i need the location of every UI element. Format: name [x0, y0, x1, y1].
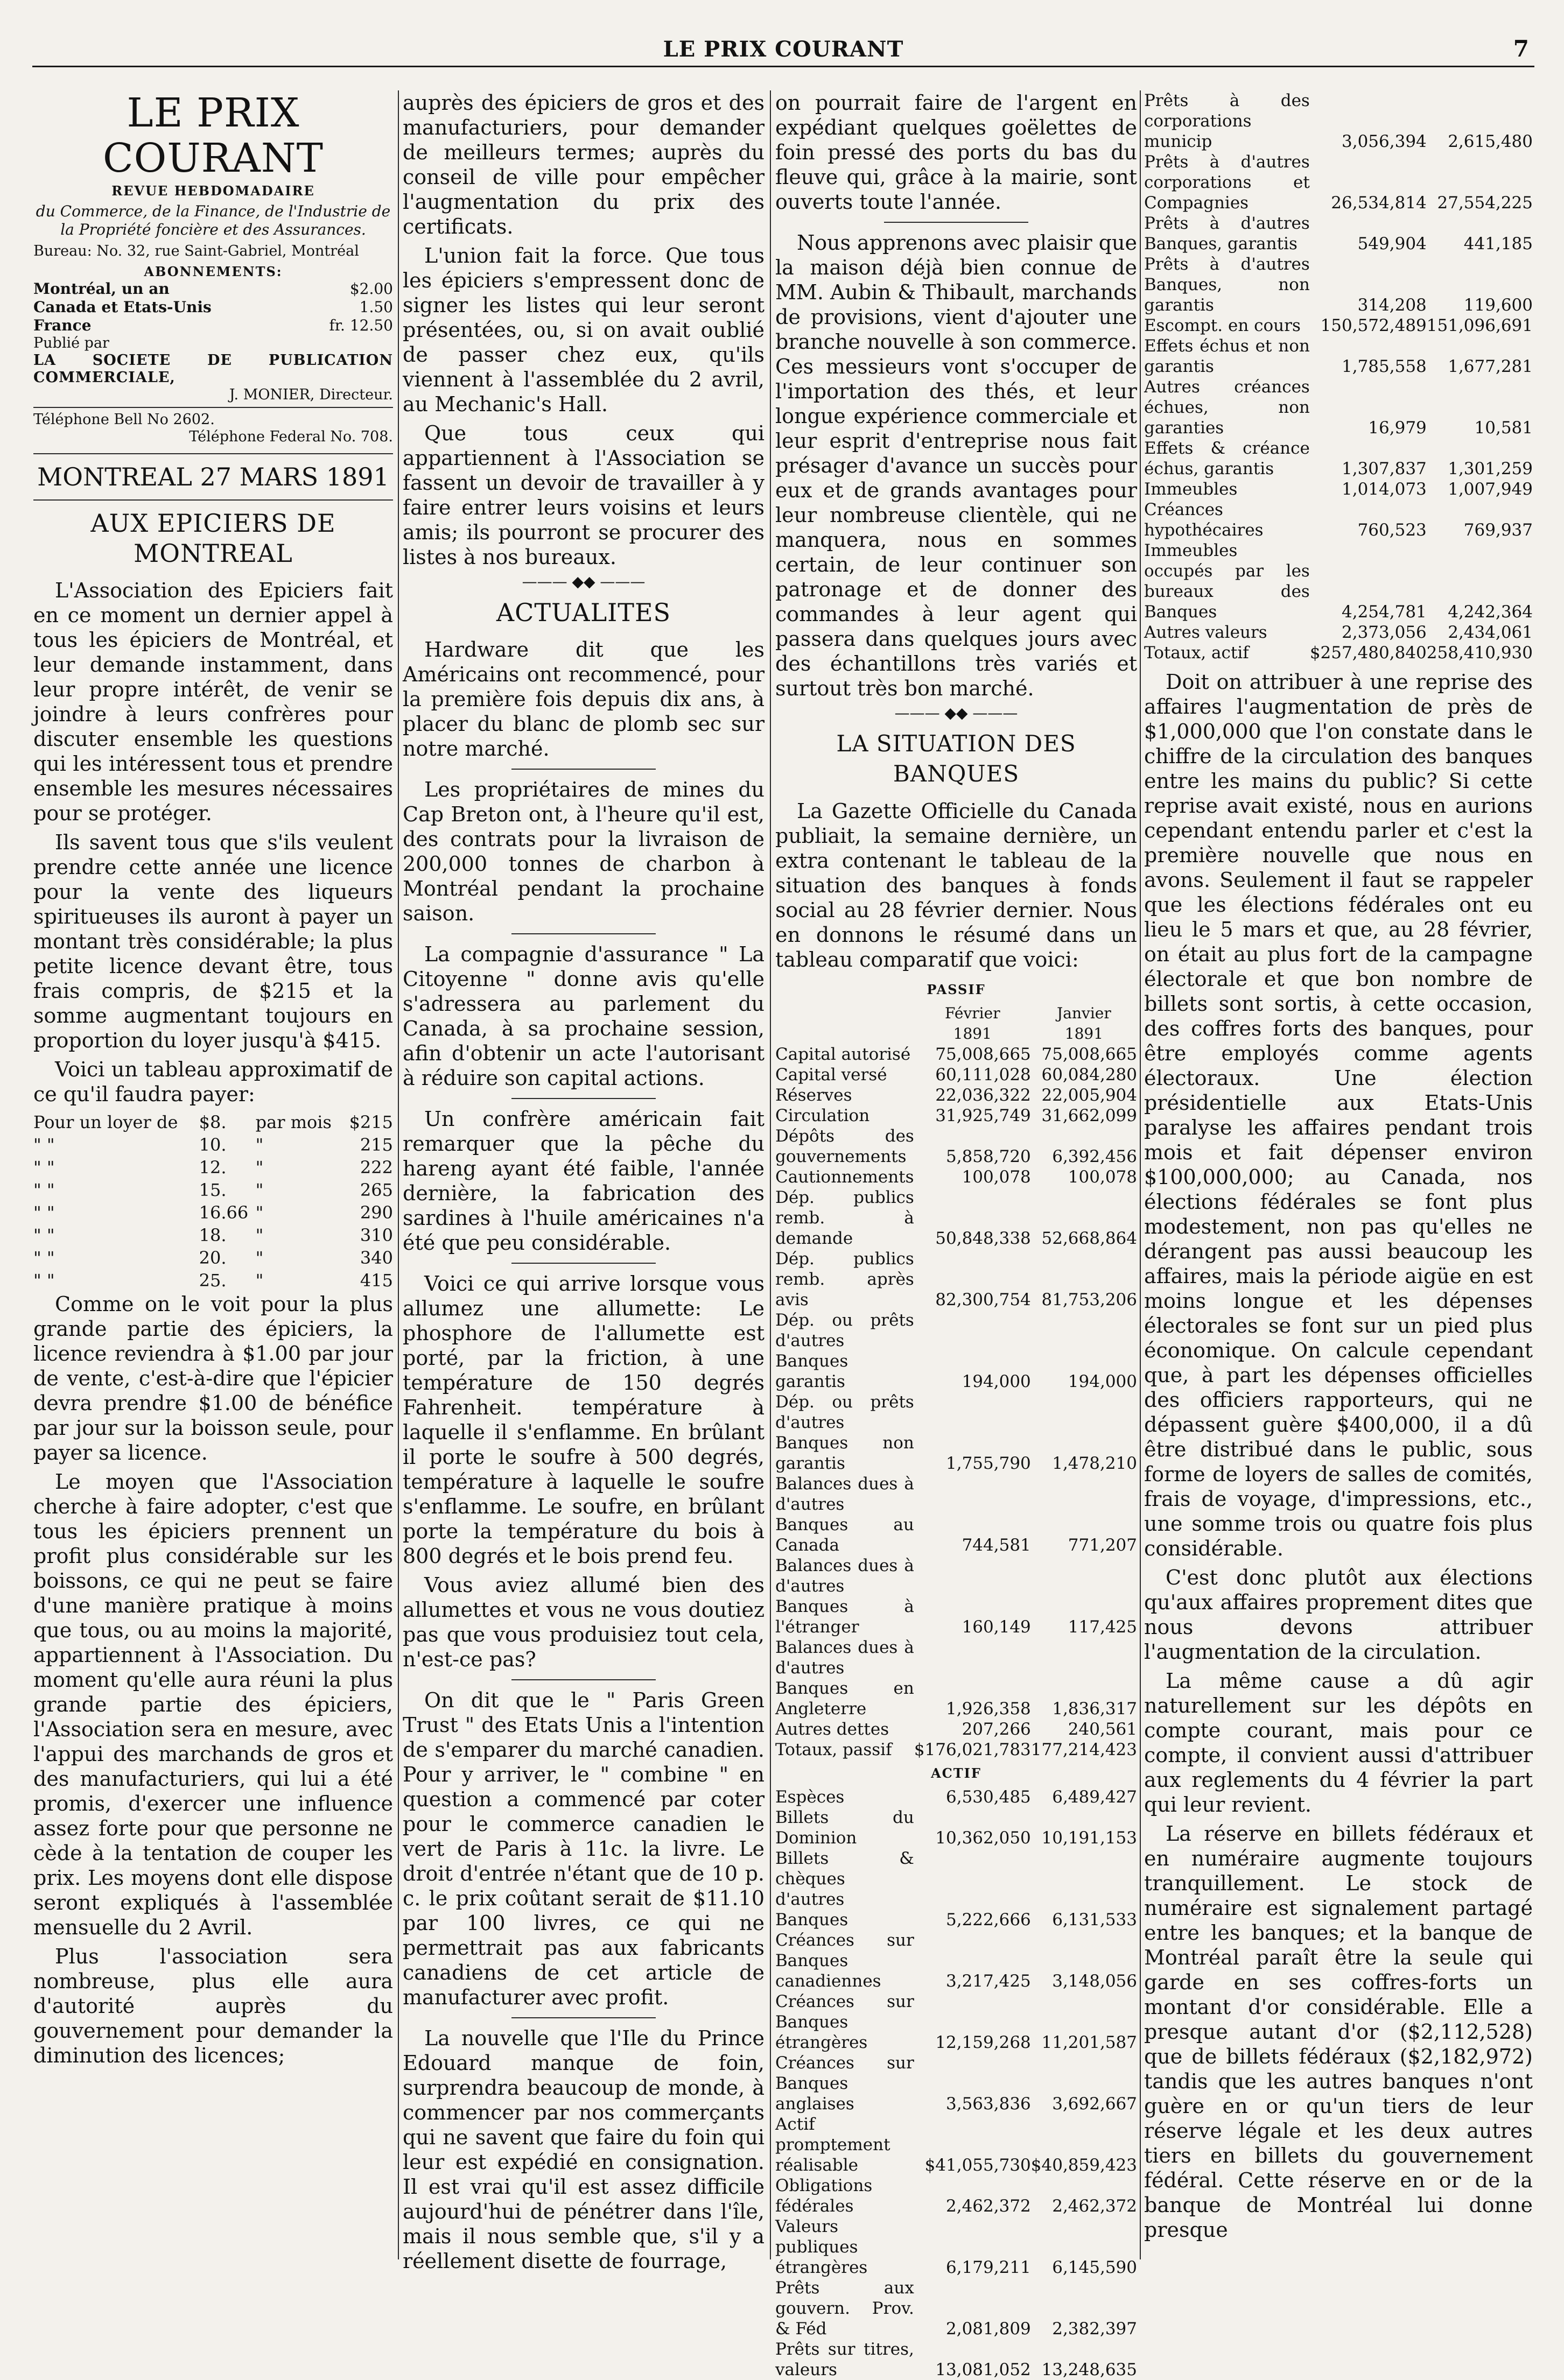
- value-cell: 6,392,456: [1052, 1147, 1137, 1166]
- article-heading: ACTUALITES: [496, 598, 671, 627]
- column-header: Janvier: [1057, 1004, 1111, 1022]
- value-cell: 2,462,372: [946, 2196, 1031, 2216]
- value-cell: 1,301,259: [1448, 459, 1533, 478]
- value-cell: 3,148,056: [1052, 1971, 1137, 1991]
- value-cell: $257,480,840: [1309, 643, 1427, 663]
- value-cell: 771,207: [1068, 1536, 1137, 1555]
- table-row: [775, 1310, 1137, 1392]
- table-cell: ": [255, 1157, 264, 1178]
- paragraph: La même cause a dû agir naturellement sur les dépôts en compte courant, mais pour ce compte, il convient aussi d'attribuer aux reglements du 4 février la part qui leur revient.: [1144, 1669, 1533, 1816]
- value-cell: 2,615,480: [1448, 132, 1533, 151]
- table-body: [1144, 90, 1533, 663]
- table-row: [33, 1156, 393, 1179]
- table-row: [775, 1126, 1137, 1167]
- table-row: [1144, 152, 1533, 213]
- value-cell: 441,185: [1463, 234, 1533, 254]
- row-label: Espèces: [775, 1787, 845, 1807]
- bank-table-passif: [775, 976, 1137, 2380]
- table-row: [775, 1187, 1137, 1249]
- paragraph: Plus l'association sera nombreuse, plus elle aura d'autorité auprès du gouvernement pour demander la diminution des licences;: [33, 1945, 393, 2067]
- article-heading: AUX EPICIERS DE MONTREAL: [90, 509, 336, 568]
- table-row: [1144, 643, 1533, 663]
- row-label: Réserves: [775, 1086, 852, 1105]
- paragraph: Voici ce qui arrive lorsque vous allumez une allumette: Le phosphore de l'allumette est porté, par la friction, à une température de 150 degrés Fahrenheit. température à laquelle il s'enflamme. En brûlant il porte le soufre à 500 degrés, température à laquelle le soufre s'enflamme. Le soufre, en brûlant porte la température du bois à 800 degrés et le bois prend feu.: [403, 1272, 765, 1568]
- value-cell: 81,753,206: [1041, 1290, 1137, 1309]
- table-row: [33, 1133, 393, 1156]
- paragraph: Doit on attribuer à une reprise des affaires l'augmentation de près de $1,000,000 que l'on constate dans le chiffre de la circulation des banques entre les mains du public? Si cette reprise avait existé, nous en aurions cependant entendu parler et c'est la première nouvelle que nous en avons. Seulement il faut se rappeler que les élections fédérales ont eu lieu le 5 mars et que, au 28 février, on était au plus fort de la campagne électorale et que bon nombre de billets sont sortis, à cette occasion, des coffres forts des banques, pour être employés comme agents électoraux. Une élection présidentielle aux Etats-Unis paralyse les affaires pendant trois mois et fait dépenser environ $100,000,000; au Canada, nos élections fédérales se font plus modestement, non pas qu'elles ne dérangent pas aussi beaucoup les affaires, mais la période aigüe en est moins longue et les dépenses électorales se font sur un pied plus économique. On calcule cependant que, à part les dépenses officielles des officiers rapporteurs, qui ne dépassent guère $400,000, il a dû être distribué dans le public, sous forme de loyers de salles de comités, frais de voyage, d'impressions, etc., une somme trois ou quatre fois plus considérable.: [1144, 670, 1533, 1560]
- table-cell: ": [255, 1270, 264, 1291]
- row-label: Prêts à d'autres Banques, non garantis: [1144, 255, 1310, 315]
- divider: [33, 407, 393, 408]
- table-cell: 310: [360, 1225, 393, 1245]
- table-cell: 10.: [199, 1135, 227, 1155]
- value-cell: 194,000: [1068, 1372, 1137, 1391]
- paragraph: La compagnie d'assurance " La Citoyenne " donne avis qu'elle s'adressera au parlement du Canada, à sa prochaine session, afin d'obtenir un acte l'autorisant à réduire son capital actions.: [403, 942, 765, 1090]
- value-cell: 769,937: [1463, 520, 1533, 540]
- value-cell: 6,179,211: [946, 2258, 1031, 2277]
- row-label: Prêts aux gouvern. Prov. & Féd: [775, 2278, 914, 2339]
- value-cell: 1,677,281: [1448, 357, 1533, 376]
- row-label: Prêts sur titres, valeurs: [775, 2340, 914, 2379]
- row-label: Effets & créance échus, garantis: [1144, 439, 1310, 478]
- table-row: [775, 1085, 1137, 1105]
- table-cell: 25.: [199, 1270, 227, 1291]
- table-row: [775, 1787, 1137, 1807]
- table-row: [33, 1269, 393, 1292]
- subscription-label: Canada et Etats-Unis: [33, 298, 212, 316]
- table-row: [775, 1807, 1137, 1848]
- table-row: [33, 1179, 393, 1201]
- value-cell: 75,008,665: [1041, 1045, 1137, 1064]
- subscription-row: [33, 298, 393, 316]
- table-cell: Pour un loyer de: [33, 1112, 178, 1132]
- row-label: Dépôts des gouvernements: [775, 1126, 914, 1166]
- table-row: [1144, 90, 1533, 152]
- table-cell: " ": [33, 1225, 55, 1245]
- column-header: 1891: [953, 1025, 992, 1043]
- licence-table: [33, 1111, 393, 1292]
- value-cell: $40,859,423: [1030, 2156, 1137, 2175]
- table-cell: par mois: [255, 1112, 332, 1132]
- value-cell: 10,362,050: [935, 1828, 1031, 1848]
- table-row: [775, 1249, 1137, 1310]
- value-cell: 1,755,790: [946, 1454, 1031, 1473]
- value-cell: 3,563,836: [946, 2094, 1031, 2114]
- article-heading: LA SITUATION DES BANQUES: [836, 730, 1076, 787]
- value-cell: 150,572,489: [1320, 316, 1427, 335]
- divider: [33, 499, 393, 501]
- paragraph: Comme on le voit pour la plus grande partie des épiciers, la licence reviendra à $1.00 par jour de vente, c'est-à-dire que l'épicier devra prendre $1.00 de bénéfice par jour sur la boisson seule, pour payer sa licence.: [33, 1292, 393, 1464]
- table-cell: $8.: [199, 1112, 227, 1132]
- row-label: Dép. publics remb. à demande: [775, 1188, 914, 1248]
- table-body: [775, 1044, 1137, 1760]
- row-label: Billets du Dominion: [775, 1808, 914, 1848]
- value-cell: 6,131,533: [1052, 1910, 1137, 1930]
- paragraph: Vous aviez allumé bien des allumettes et vous ne vous doutiez pas que vous produisiez tout cela, n'est-ce pas?: [403, 1573, 765, 1671]
- table-row: [775, 1848, 1137, 1930]
- column-rule: [1140, 90, 1141, 2259]
- value-cell: $41,055,730: [924, 2156, 1031, 2175]
- value-cell: 1,785,558: [1342, 357, 1427, 376]
- table-cell: 340: [360, 1248, 393, 1268]
- table-row: [1144, 377, 1533, 438]
- table-cell: ": [255, 1202, 264, 1223]
- value-cell: 3,217,425: [946, 1971, 1031, 1991]
- paragraph: C'est donc plutôt aux élections qu'aux affaires proprement dites que nous devons attribuer l'augmentation de la circulation.: [1144, 1566, 1533, 1664]
- table-row: [775, 1105, 1137, 1126]
- paragraph: Nous apprenons avec plaisir que la maison déjà bien connue de MM. Aubin & Thibault, marchands de provisions, vient d'ajouter une branche nouvelle à son commerce. Ces messieurs vont s'occuper de l'importation des thés, et leur longue expérience commerciale et leur esprit d'entreprise nous fait présager d'avance un succès pour eux et de grands avantages pour leur nombreuse clientèle, qui ne manquera, nous en sommes certain, de leur continuer son patronage et de donner des commandes à leur agent qui passera dans quelques jours avec des échantillons très variés et surtout très bon marché.: [775, 231, 1137, 700]
- value-cell: 31,925,749: [935, 1106, 1031, 1125]
- value-cell: 100,078: [1068, 1167, 1137, 1187]
- value-cell: 160,149: [962, 1617, 1031, 1637]
- table-row: [775, 1991, 1137, 2053]
- value-cell: 314,208: [1357, 295, 1427, 315]
- column-2: [403, 90, 765, 2273]
- table-header-row: [775, 1024, 1137, 1044]
- row-label: Balances dues à d'autres Banques au Canada: [775, 1474, 914, 1555]
- value-cell: 13,081,052: [935, 2360, 1031, 2379]
- row-label: Créances sur Banques canadiennes: [775, 1931, 914, 1991]
- table-cell: 15.: [199, 1180, 227, 1200]
- value-cell: 60,084,280: [1041, 1065, 1137, 1085]
- value-cell: 82,300,754: [935, 1290, 1031, 1309]
- subscription-label: France: [33, 316, 92, 334]
- value-cell: 12,159,268: [935, 2033, 1031, 2052]
- table-cell: 290: [360, 1202, 393, 1223]
- telephone-bell: Téléphone Bell No 2602.: [33, 411, 215, 428]
- value-cell: 10,581: [1474, 418, 1533, 438]
- paragraph: Que tous ceux qui appartiennent à l'Association se fassent un devoir de travailler à y faire entrer leurs voisins et leurs amis; ils pourront se procurer des listes à nos bureaux.: [403, 421, 765, 569]
- value-cell: 151,096,691: [1426, 316, 1533, 335]
- paragraph: auprès des épiciers de gros et des manufacturiers, pour demander de meilleurs termes; auprès du conseil de ville pour empêcher l'augmentation du prix des certificats.: [403, 91, 765, 238]
- table-cell: ": [255, 1180, 264, 1200]
- subscription-price: $2.00: [349, 280, 393, 298]
- value-cell: 60,111,028: [935, 1065, 1031, 1085]
- row-label: Billets & chèques d'autres Banques: [775, 1849, 914, 1930]
- publisher-label: Publié par: [33, 335, 109, 351]
- bank-table-actif-continued: [1144, 90, 1533, 663]
- table-row: [1144, 499, 1533, 540]
- row-label: Escompt. en cours: [1144, 316, 1301, 335]
- value-cell: 549,904: [1357, 234, 1427, 254]
- row-label: Obligations fédérales: [775, 2176, 873, 2216]
- divider: [511, 933, 656, 934]
- table-cell: ": [255, 1225, 264, 1245]
- value-cell: 1,307,837: [1342, 459, 1427, 478]
- value-cell: 50,848,338: [935, 1229, 1031, 1248]
- paragraph: Hardware dit que les Américains ont recommencé, pour la première fois depuis dix ans, à placer du blanc de plomb sec sur notre marché.: [403, 638, 765, 761]
- divider: [511, 1098, 656, 1099]
- subscription-label: Montréal, un an: [33, 280, 170, 298]
- value-cell: 31,662,099: [1041, 1106, 1137, 1125]
- table-row: [775, 2278, 1137, 2339]
- value-cell: 117,425: [1068, 1617, 1137, 1637]
- running-head: [32, 33, 1534, 67]
- table-caption: PASSIF: [927, 982, 986, 997]
- row-label: Actif promptement réalisable: [775, 2115, 890, 2175]
- value-cell: 27,554,225: [1437, 193, 1533, 213]
- table-row: [775, 1637, 1137, 1719]
- column-header: Février: [945, 1004, 1000, 1022]
- row-label: Prêts à d'autres corporations et Compagnies: [1144, 152, 1310, 213]
- table-row: [33, 1111, 393, 1133]
- paragraph: Le moyen que l'Association cherche à faire adopter, c'est que tous les épiciers prennent un profit plus considérable sur les boissons, ce qui ne peut se faire d'une manière pratique à moins que tous, ou au moins la majorité, appartiennent à l'Association. Du moment qu'elle aura réuni la plus grande partie des épiciers, l'Association sera en mesure, avec l'appui des marchands de gros et des manufacturiers, qui lui a été promis, d'exercer une influence assez forte pour que personne ne cède à la tentation de couper les prix. Les moyens dont elle dispose seront expliqués à l'assemblée mensuelle du 2 Avril.: [33, 1470, 393, 1939]
- table-cell: 415: [360, 1270, 393, 1291]
- value-cell: 2,462,372: [1052, 2196, 1137, 2216]
- value-cell: 194,000: [962, 1372, 1031, 1391]
- table-row: [775, 1392, 1137, 1474]
- row-label: Autres créances échues, non garanties: [1144, 377, 1310, 438]
- table-cell: " ": [33, 1248, 55, 1268]
- value-cell: 1,014,073: [1342, 480, 1427, 499]
- value-cell: 4,254,781: [1342, 602, 1427, 622]
- value-cell: 2,382,397: [1052, 2319, 1137, 2339]
- table-cell: 222: [360, 1157, 393, 1178]
- table-row: [33, 1224, 393, 1247]
- value-cell: 207,266: [962, 1720, 1031, 1739]
- row-label: Immeubles occupés par les bureaux des Banques: [1144, 541, 1310, 622]
- column-4: [1144, 90, 1533, 2259]
- table-cell: 16.66: [199, 1202, 249, 1223]
- table-cell: " ": [33, 1135, 55, 1155]
- value-cell: 258,410,930: [1426, 643, 1533, 663]
- divider: [511, 769, 656, 770]
- value-cell: 11,201,587: [1041, 2033, 1137, 2052]
- issue-date: MONTREAL 27 MARS 1891: [37, 462, 389, 491]
- row-label: Effets échus et non garantis: [1144, 336, 1310, 376]
- value-cell: 2,373,056: [1342, 623, 1427, 642]
- table-row: [775, 2339, 1137, 2380]
- divider: [511, 1263, 656, 1264]
- table-row: [1144, 438, 1533, 479]
- value-cell: 6,530,485: [946, 1787, 1031, 1807]
- subscription-row: [33, 280, 393, 298]
- table-header-row: [775, 1003, 1137, 1024]
- table-row: [775, 1740, 1137, 1760]
- table-cell: " ": [33, 1202, 55, 1223]
- table-cell: " ": [33, 1157, 55, 1178]
- table-row: [775, 2053, 1137, 2114]
- value-cell: 2,434,061: [1448, 623, 1533, 642]
- value-cell: 119,600: [1463, 295, 1533, 315]
- value-cell: 13,248,635: [1041, 2360, 1137, 2379]
- row-label: Balances dues à d'autres Banques à l'étranger: [775, 1556, 914, 1637]
- paragraph: Ils savent tous que s'ils veulent prendre cette année une licence pour la vente des liqueurs spiritueuses ils auront à payer un montant très considérable; la plus petite licence devant être, tous frais compris, de $215 et la somme augmentant toujours en proportion du loyer jusqu'à $415.: [33, 830, 393, 1052]
- table-row: [775, 1474, 1137, 1555]
- table-cell: ": [255, 1135, 264, 1155]
- value-cell: 6,489,427: [1052, 1787, 1137, 1807]
- row-label: Prêts à des corporations municip: [1144, 91, 1310, 151]
- value-cell: 1,836,317: [1052, 1699, 1137, 1719]
- table-row: [775, 1065, 1137, 1085]
- divider: [511, 2017, 656, 2018]
- row-label: Cautionnements: [775, 1167, 914, 1187]
- table-row: [775, 1555, 1137, 1637]
- paragraph: Les propriétaires de mines du Cap Breton ont, à l'heure qu'il est, des contrats pour la livraison de 200,000 tonnes de charbon à Montréal pendant la prochaine saison.: [403, 778, 765, 925]
- row-label: Prêts à d'autres Banques, garantis: [1144, 214, 1310, 254]
- table-row: [775, 2216, 1137, 2278]
- paragraph: On dit que le " Paris Green Trust " des Etats Unis a l'intention de s'emparer du marché canadien. Pour y arriver, le " combine " en question a commencé par coter pour le commerce canadien le vert de Paris à 11c. la livre. Le droit d'entrée n'étant que de 10 p. c. le prix coûtant serait de $11.10 par 100 livres, ce qui ne permettrait pas aux fabricants canadiens de cet article de manufacturer avec profit.: [403, 1688, 765, 2009]
- row-label: Circulation: [775, 1106, 870, 1125]
- column-3: [775, 90, 1137, 2379]
- subscription-row: [33, 316, 393, 335]
- ornament-divider: ——— ◆◆ ———: [522, 573, 646, 590]
- value-cell: 1,478,210: [1052, 1454, 1137, 1473]
- paragraph: La nouvelle que l'Ile du Prince Edouard manque de foin, surprendra beaucoup de monde, à commencer par nos commerçants qui ne savent que faire du foin qui leur est expédié en consignation. Il est vrai qu'il est assez difficile aujourd'hui de pénétrer dans l'île, mais il nous semble que, s'il y a réellement disette de fourrage,: [403, 2026, 765, 2273]
- paragraph: L'union fait la force. Que tous les épiciers s'empressent donc de signer les listes qui leur seront présentées, ou, si on avait oublié de passer chez eux, qu'ils viennent à l'assemblée du 2 avril, au Mechanic's Hall.: [403, 244, 765, 416]
- table-row: [775, 1167, 1137, 1187]
- value-cell: 26,534,814: [1331, 193, 1427, 213]
- paragraph: L'Association des Epiciers fait en ce moment un dernier appel à tous les épiciers de Montréal, et leur demande instamment, dans leur propre intérêt, de venir se joindre à leurs confrères pour discuter ensemble les questions qui les intéressent tous et prendre ensemble les mesures nécessaires pour se protéger.: [33, 579, 393, 825]
- table-cell: 20.: [199, 1248, 227, 1268]
- value-cell: 177,214,423: [1030, 1740, 1137, 1759]
- value-cell: 5,222,666: [946, 1910, 1031, 1930]
- row-label: Totaux, passif: [775, 1740, 892, 1759]
- subscription-price: 1.50: [359, 298, 393, 316]
- value-cell: 4,242,364: [1448, 602, 1533, 622]
- row-label: Dép. publics remb. après avis: [775, 1249, 914, 1309]
- row-label: Dép. ou prêts d'autres Banques garantis: [775, 1311, 914, 1391]
- value-cell: 75,008,665: [935, 1045, 1031, 1064]
- table-cell: 12.: [199, 1157, 227, 1178]
- row-label: Totaux, actif: [1144, 643, 1249, 663]
- value-cell: 744,581: [962, 1536, 1031, 1555]
- row-label: Capital autorisé: [775, 1045, 911, 1064]
- ornament-divider: ——— ◆◆ ———: [894, 704, 1018, 722]
- value-cell: 100,078: [962, 1167, 1031, 1187]
- value-cell: 240,561: [1068, 1720, 1137, 1739]
- masthead-title: LE PRIX COURANT: [103, 90, 324, 181]
- divider: [884, 222, 1029, 223]
- value-cell: 3,692,667: [1052, 2094, 1137, 2114]
- paragraph: La Gazette Officielle du Canada publiait, la semaine dernière, un extra contenant le tableau de la situation des banques à fonds social au 28 février dernier. Nous en donnons le résumé dans un tableau comparatif que voici:: [775, 799, 1137, 971]
- row-label: Autres dettes: [775, 1720, 889, 1739]
- publisher-name: LA SOCIETE DE PUBLICATION COMMERCIALE,: [33, 352, 393, 386]
- paragraph: on pourrait faire de l'argent en expédiant quelques goëlettes de foin pressé des ports du bas du fleuve qui, grâce à la mairie, sont ouverts toute l'année.: [775, 91, 1137, 214]
- row-label: Immeubles: [1144, 480, 1238, 499]
- value-cell: 1,007,949: [1448, 480, 1533, 499]
- table-cell: 18.: [199, 1225, 227, 1245]
- table-cell: 215: [360, 1135, 393, 1155]
- table-cell: $215: [349, 1112, 393, 1132]
- value-cell: $176,021,783: [914, 1740, 1031, 1759]
- table-row: [33, 1201, 393, 1224]
- subscriptions-label: ABONNEMENTS:: [144, 264, 283, 279]
- row-label: Créances sur Banques étrangères: [775, 1992, 914, 2052]
- table-cell: " ": [33, 1270, 55, 1291]
- value-cell: 22,005,904: [1041, 1086, 1137, 1105]
- row-label: Balances dues à d'autres Banques en Angleterre: [775, 1638, 914, 1719]
- value-cell: 52,668,864: [1041, 1229, 1137, 1248]
- value-cell: 5,858,720: [946, 1147, 1031, 1166]
- table-cell: " ": [33, 1180, 55, 1200]
- row-label: Créances sur Banques anglaises: [775, 2053, 914, 2114]
- table-row: [1144, 622, 1533, 643]
- paragraph: Un confrère américain fait remarquer que la pêche du hareng ayant été faible, l'année dernière, la fabrication des sardines à l'huile américaines n'a été que peu considérable.: [403, 1107, 765, 1255]
- table-row: [775, 2114, 1137, 2175]
- value-cell: 1,926,358: [946, 1699, 1031, 1719]
- page-number: 7: [1513, 36, 1529, 62]
- row-label: Créances hypothécaires: [1144, 500, 1264, 540]
- column-header: 1891: [1064, 1025, 1104, 1043]
- table-row: [1144, 540, 1533, 622]
- column-rule: [398, 90, 399, 2259]
- running-head-title: LE PRIX COURANT: [663, 37, 904, 62]
- table-row: [775, 1719, 1137, 1740]
- value-cell: 10,191,153: [1041, 1828, 1137, 1848]
- column-1: [33, 90, 393, 2259]
- table-row: [33, 1247, 393, 1269]
- divider: [33, 453, 393, 454]
- row-label: Capital versé: [775, 1065, 887, 1085]
- value-cell: 22,036,322: [935, 1086, 1031, 1105]
- value-cell: 760,523: [1357, 520, 1427, 540]
- table-row: [1144, 315, 1533, 336]
- row-label: Valeurs publiques étrangères: [775, 2217, 868, 2277]
- publisher-director: J. MONIER, Directeur.: [229, 386, 393, 403]
- row-label: Autres valeurs: [1144, 623, 1267, 642]
- column-rule: [770, 90, 771, 2259]
- table-body: [775, 1787, 1137, 2380]
- value-cell: 6,145,590: [1052, 2258, 1137, 2277]
- subscription-price: fr. 12.50: [329, 316, 393, 334]
- masthead-description: du Commerce, de la Finance, de l'Industrie de la Propriété foncière et des Assurances.: [36, 202, 391, 238]
- table-cell: ": [255, 1248, 264, 1268]
- table-row: [1144, 479, 1533, 499]
- table-row: [1144, 213, 1533, 254]
- table-row: [775, 2175, 1137, 2216]
- masthead-subtitle: REVUE HEBDOMADAIRE: [111, 183, 315, 199]
- table-row: [775, 1044, 1137, 1065]
- value-cell: 3,056,394: [1342, 132, 1427, 151]
- table-row: [775, 1930, 1137, 1991]
- table-caption: ACTIF: [931, 1765, 981, 1781]
- masthead-bureau: Bureau: No. 32, rue Saint-Gabriel, Montréal: [33, 243, 359, 259]
- divider: [511, 1679, 656, 1680]
- paragraph: La réserve en billets fédéraux et en numéraire augmente toujours tranquillement. Le stock de numéraire est signalement partagé entre les banques; et la banque de Montréal paraît être la seule qui garde en ses coffres-forts un montant d'or considérable. Elle a presque autant d'or ($2,112,528) que de billets fédéraux ($2,182,972) tandis que les autres banques n'ont guère en or qu'un tiers de leur réserve légale et les deux autres tiers en billets du gouvernement fédéral. Cette réserve en or de la banque de Montréal lui donne presque: [1144, 1822, 1533, 2242]
- value-cell: 2,081,809: [946, 2319, 1031, 2339]
- telephone-federal: Téléphone Federal No. 708.: [189, 428, 393, 445]
- table-row: [1144, 336, 1533, 377]
- table-row: [1144, 254, 1533, 315]
- table-cell: 265: [360, 1180, 393, 1200]
- paragraph: Voici un tableau approximatif de ce qu'il faudra payer:: [33, 1058, 393, 1106]
- value-cell: 16,979: [1368, 418, 1427, 438]
- row-label: Dép. ou prêts d'autres Banques non garantis: [775, 1392, 914, 1473]
